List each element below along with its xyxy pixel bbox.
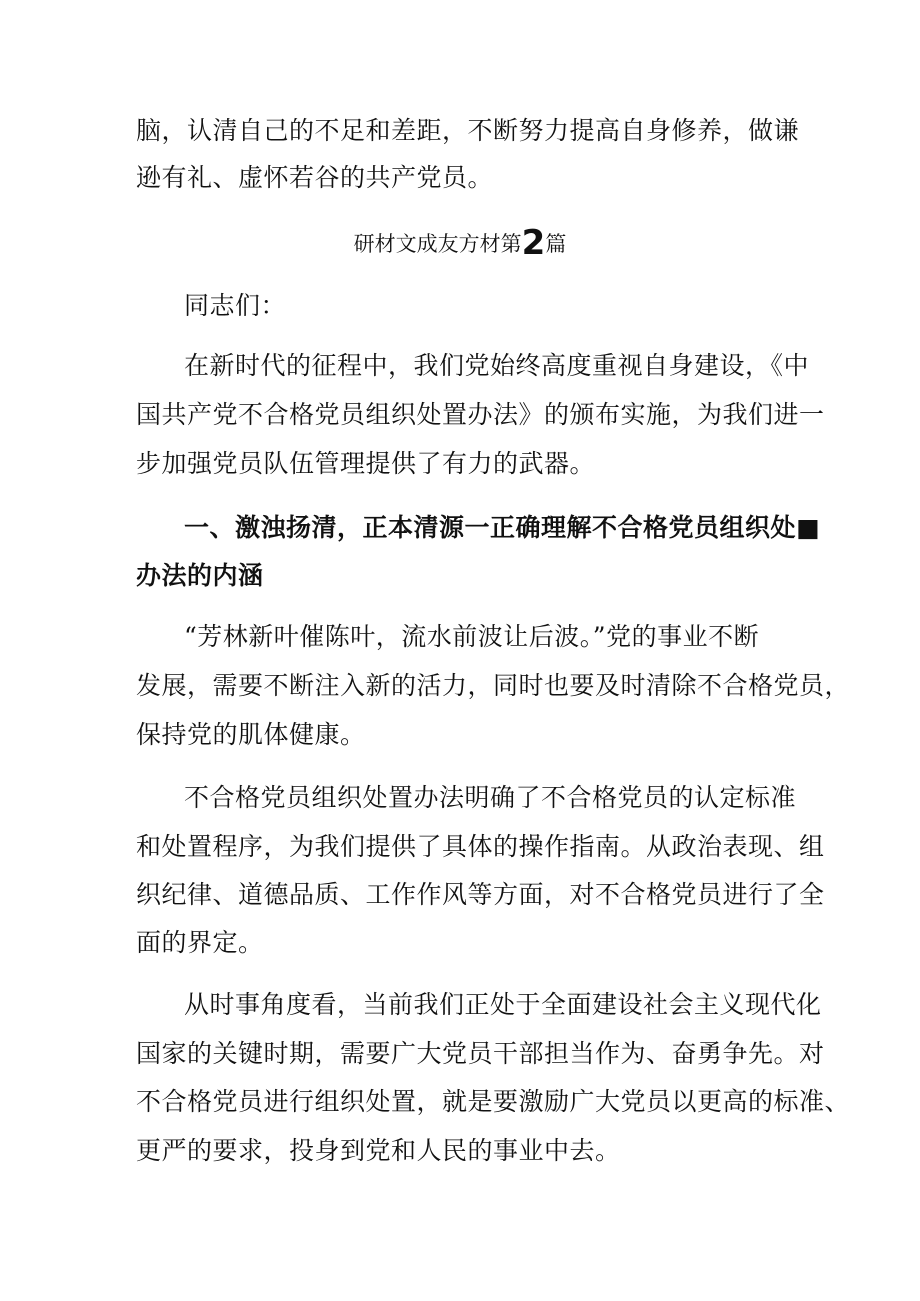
paragraph-line: “芳林新叶催陈叶，流水前波让后波。”党的事业不断	[184, 622, 760, 651]
section-heading-number: 2	[521, 223, 546, 263]
paragraph-line: 保持党的肌体健康。	[136, 720, 366, 749]
section-heading-suffix: 篇	[545, 232, 567, 256]
intro-line: 在新时代的征程中，我们党始终高度重视自身建设，《中	[184, 351, 810, 380]
paragraph-line: 和处置程序，为我们提供了具体的操作指南。从政治表现、组	[136, 832, 825, 861]
part-one-title: 办法的内涵	[136, 561, 264, 590]
text-line: 逊有礼、虚怀若谷的共产党员。	[136, 163, 494, 192]
intro-line: 国共产党不合格党员组织处置办法》的颁布实施，为我们进一	[136, 400, 825, 429]
paragraph-line: 织纪律、道德品质、工作作风等方面，对不合格党员进行了全	[136, 880, 825, 909]
paragraph-line: 从时事角度看，当前我们正处于全面建设社会主义现代化	[184, 990, 822, 1019]
section-heading-prefix: 研材文成友方材第	[353, 232, 522, 256]
intro-line: 步加强党员队伍管理提供了有力的武器。	[136, 449, 596, 478]
text-line: 脑，认清自己的不足和差距，不断努力提高自身修养，做谦	[136, 116, 800, 145]
paragraph-line: 更严的要求，投身到党和人民的事业中去。	[136, 1136, 621, 1165]
salutation: 同志们：	[184, 291, 287, 320]
paragraph-line: 不合格党员组织处置办法明确了不合格党员的认定标准	[184, 783, 797, 812]
paragraph-line: 国家的关键时期，需要广大党员干部担当作为、奋勇争先。对	[136, 1039, 825, 1068]
paragraph-line: 面的界定。	[136, 928, 264, 957]
part-one-title: 一、激浊扬清，正本清源一正确理解不合格党员组织处■	[184, 513, 821, 542]
paragraph-line: 发展，需要不断注入新的活力，同时也要及时清除不合格党员，	[136, 671, 851, 700]
paragraph-line: 不合格党员进行组织处置，就是要激励广大党员以更高的标准、	[136, 1087, 851, 1116]
section-heading	[0, 223, 920, 264]
